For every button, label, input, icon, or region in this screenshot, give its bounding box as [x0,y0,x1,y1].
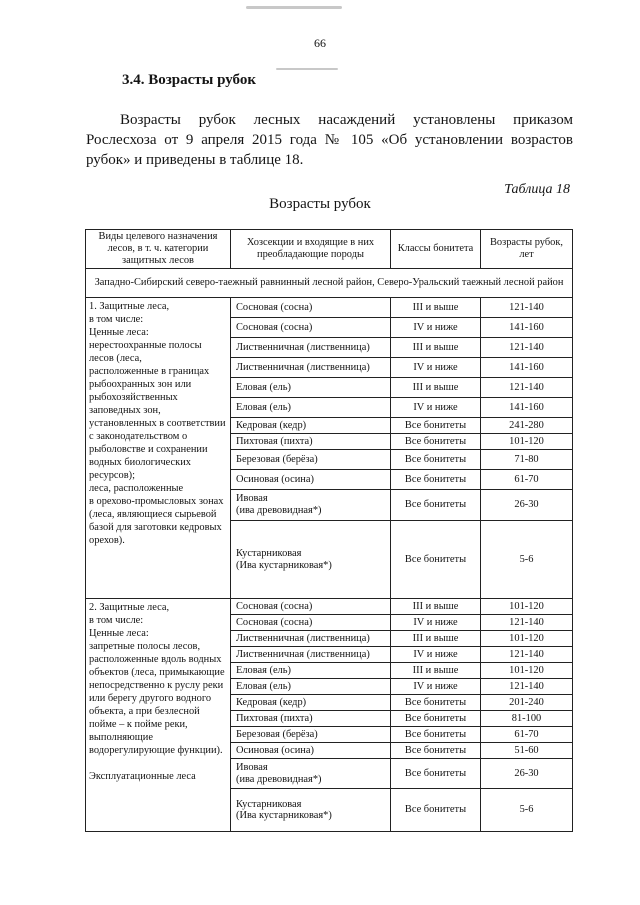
species-cell: Сосновая (сосна) [231,298,391,318]
cutting-age-cell: 121-140 [481,338,573,358]
site-class-cell: Все бонитеты [391,418,481,434]
species-cell: Березовая (берёза) [231,450,391,470]
cutting-age-cell: 141-160 [481,358,573,378]
cutting-age-cell: 26-30 [481,759,573,789]
region-cell: Западно-Сибирский северо-таежный равнинный лесной район, Северо-Уральский таежный лесной район [86,269,573,298]
site-class-cell: IV и ниже [391,679,481,695]
species-cell: Сосновая (сосна) [231,318,391,338]
cutting-age-cell: 121-140 [481,378,573,398]
table-label: Таблица 18 [504,182,570,197]
site-class-cell: Все бонитеты [391,450,481,470]
cutting-age-cell: 141-160 [481,318,573,338]
species-cell: Сосновая (сосна) [231,599,391,615]
site-class-cell: Все бонитеты [391,695,481,711]
forest-type-cell: 2. Защитные леса, в том числе: Ценные леса: запретные полосы лесов, расположенные вдоль водных объектов (леса, примыкающие непосредственно к руслу реки или берегу другого водного объекта, а при безлесной пойме – к пойме реки, выполняющие водорегулирующие функции). Эксплуатационные леса [86,599,231,832]
cutting-age-cell: 101-120 [481,434,573,450]
species-cell: Осиновая (осина) [231,743,391,759]
header-site-class: Классы бонитета [391,230,481,269]
site-class-cell: Все бонитеты [391,490,481,521]
cutting-age-cell: 81-100 [481,711,573,727]
site-class-cell: Все бонитеты [391,789,481,832]
species-cell: Кустарниковая (Ива кустарниковая*) [231,521,391,599]
section-heading: 3.4. Возрасты рубок [122,72,257,88]
table-row [86,298,573,318]
species-cell: Еловая (ель) [231,398,391,418]
species-cell: Лиственничная (лиственница) [231,358,391,378]
cutting-age-cell: 5-6 [481,789,573,832]
table-title: Возрасты рубок [269,196,371,212]
species-cell: Лиственничная (лиственница) [231,647,391,663]
species-cell: Кедровая (кедр) [231,695,391,711]
cutting-age-cell: 121-140 [481,647,573,663]
site-class-cell: III и выше [391,599,481,615]
cutting-age-cell: 141-160 [481,398,573,418]
cutting-age-cell: 5-6 [481,521,573,599]
cutting-age-cell: 26-30 [481,490,573,521]
site-class-cell: Все бонитеты [391,434,481,450]
species-cell: Ивовая (ива древовидная*) [231,490,391,521]
site-class-cell: Все бонитеты [391,711,481,727]
site-class-cell: III и выше [391,338,481,358]
site-class-cell: IV и ниже [391,647,481,663]
site-class-cell: III и выше [391,378,481,398]
cutting-age-cell: 101-120 [481,663,573,679]
site-class-cell: III и выше [391,663,481,679]
table-row [86,599,573,615]
header-forest-type: Виды целевого назначения лесов, в т. ч. категории защитных лесов [86,230,231,269]
species-cell: Сосновая (сосна) [231,615,391,631]
header-cutting-age: Возрасты рубок, лет [481,230,573,269]
cutting-age-table [85,229,573,832]
site-class-cell: Все бонитеты [391,727,481,743]
cutting-age-cell: 61-70 [481,727,573,743]
species-cell: Еловая (ель) [231,378,391,398]
site-class-cell: IV и ниже [391,615,481,631]
site-class-cell: Все бонитеты [391,743,481,759]
intro-paragraph: Возрасты рубок лесных насаждений установлены приказом Рослесхоза от 9 апреля 2015 года № 105 «Об установлении возрастов рубок» и приведены в таблице 18. [86,112,573,168]
cutting-age-cell: 121-140 [481,298,573,318]
species-cell: Пихтовая (пихта) [231,434,391,450]
species-cell: Пихтовая (пихта) [231,711,391,727]
cutting-age-cell: 241-280 [481,418,573,434]
cutting-age-cell: 61-70 [481,470,573,490]
scan-noise [246,6,342,9]
site-class-cell: III и выше [391,631,481,647]
cutting-age-cell: 101-120 [481,631,573,647]
site-class-cell: Все бонитеты [391,759,481,789]
cutting-age-cell: 101-120 [481,599,573,615]
species-cell: Еловая (ель) [231,679,391,695]
table-header-row [86,230,573,269]
region-row [86,269,573,298]
species-cell: Осиновая (осина) [231,470,391,490]
species-cell: Еловая (ель) [231,663,391,679]
forest-type-cell: 1. Защитные леса, в том числе: Ценные леса: нерестоохранные полосы лесов (леса, расположенные в границах рыбоохранных зон или рыбохозяйственных заповедных зон, установленных в соответствии с законодательством о рыболовстве и сохранении водных биологических ресурсов); леса, расположенные в орехово-промысловых зонах (леса, являющиеся сырьевой базой для заготовки кедровых орехов). [86,298,231,599]
site-class-cell: III и выше [391,298,481,318]
header-species-section: Хозсекции и входящие в них преобладающие породы [231,230,391,269]
page-number: 66 [314,36,326,50]
cutting-age-cell: 71-80 [481,450,573,470]
cutting-age-cell: 121-140 [481,679,573,695]
species-cell: Березовая (берёза) [231,727,391,743]
species-cell: Кедровая (кедр) [231,418,391,434]
species-cell: Лиственничная (лиственница) [231,338,391,358]
species-cell: Кустарниковая (Ива кустарниковая*) [231,789,391,832]
scan-noise [276,68,338,70]
cutting-age-cell: 121-140 [481,615,573,631]
site-class-cell: IV и ниже [391,318,481,338]
cutting-age-cell: 201-240 [481,695,573,711]
cutting-age-cell: 51-60 [481,743,573,759]
site-class-cell: Все бонитеты [391,521,481,599]
site-class-cell: IV и ниже [391,358,481,378]
species-cell: Лиственничная (лиственница) [231,631,391,647]
site-class-cell: IV и ниже [391,398,481,418]
species-cell: Ивовая (ива древовидная*) [231,759,391,789]
site-class-cell: Все бонитеты [391,470,481,490]
